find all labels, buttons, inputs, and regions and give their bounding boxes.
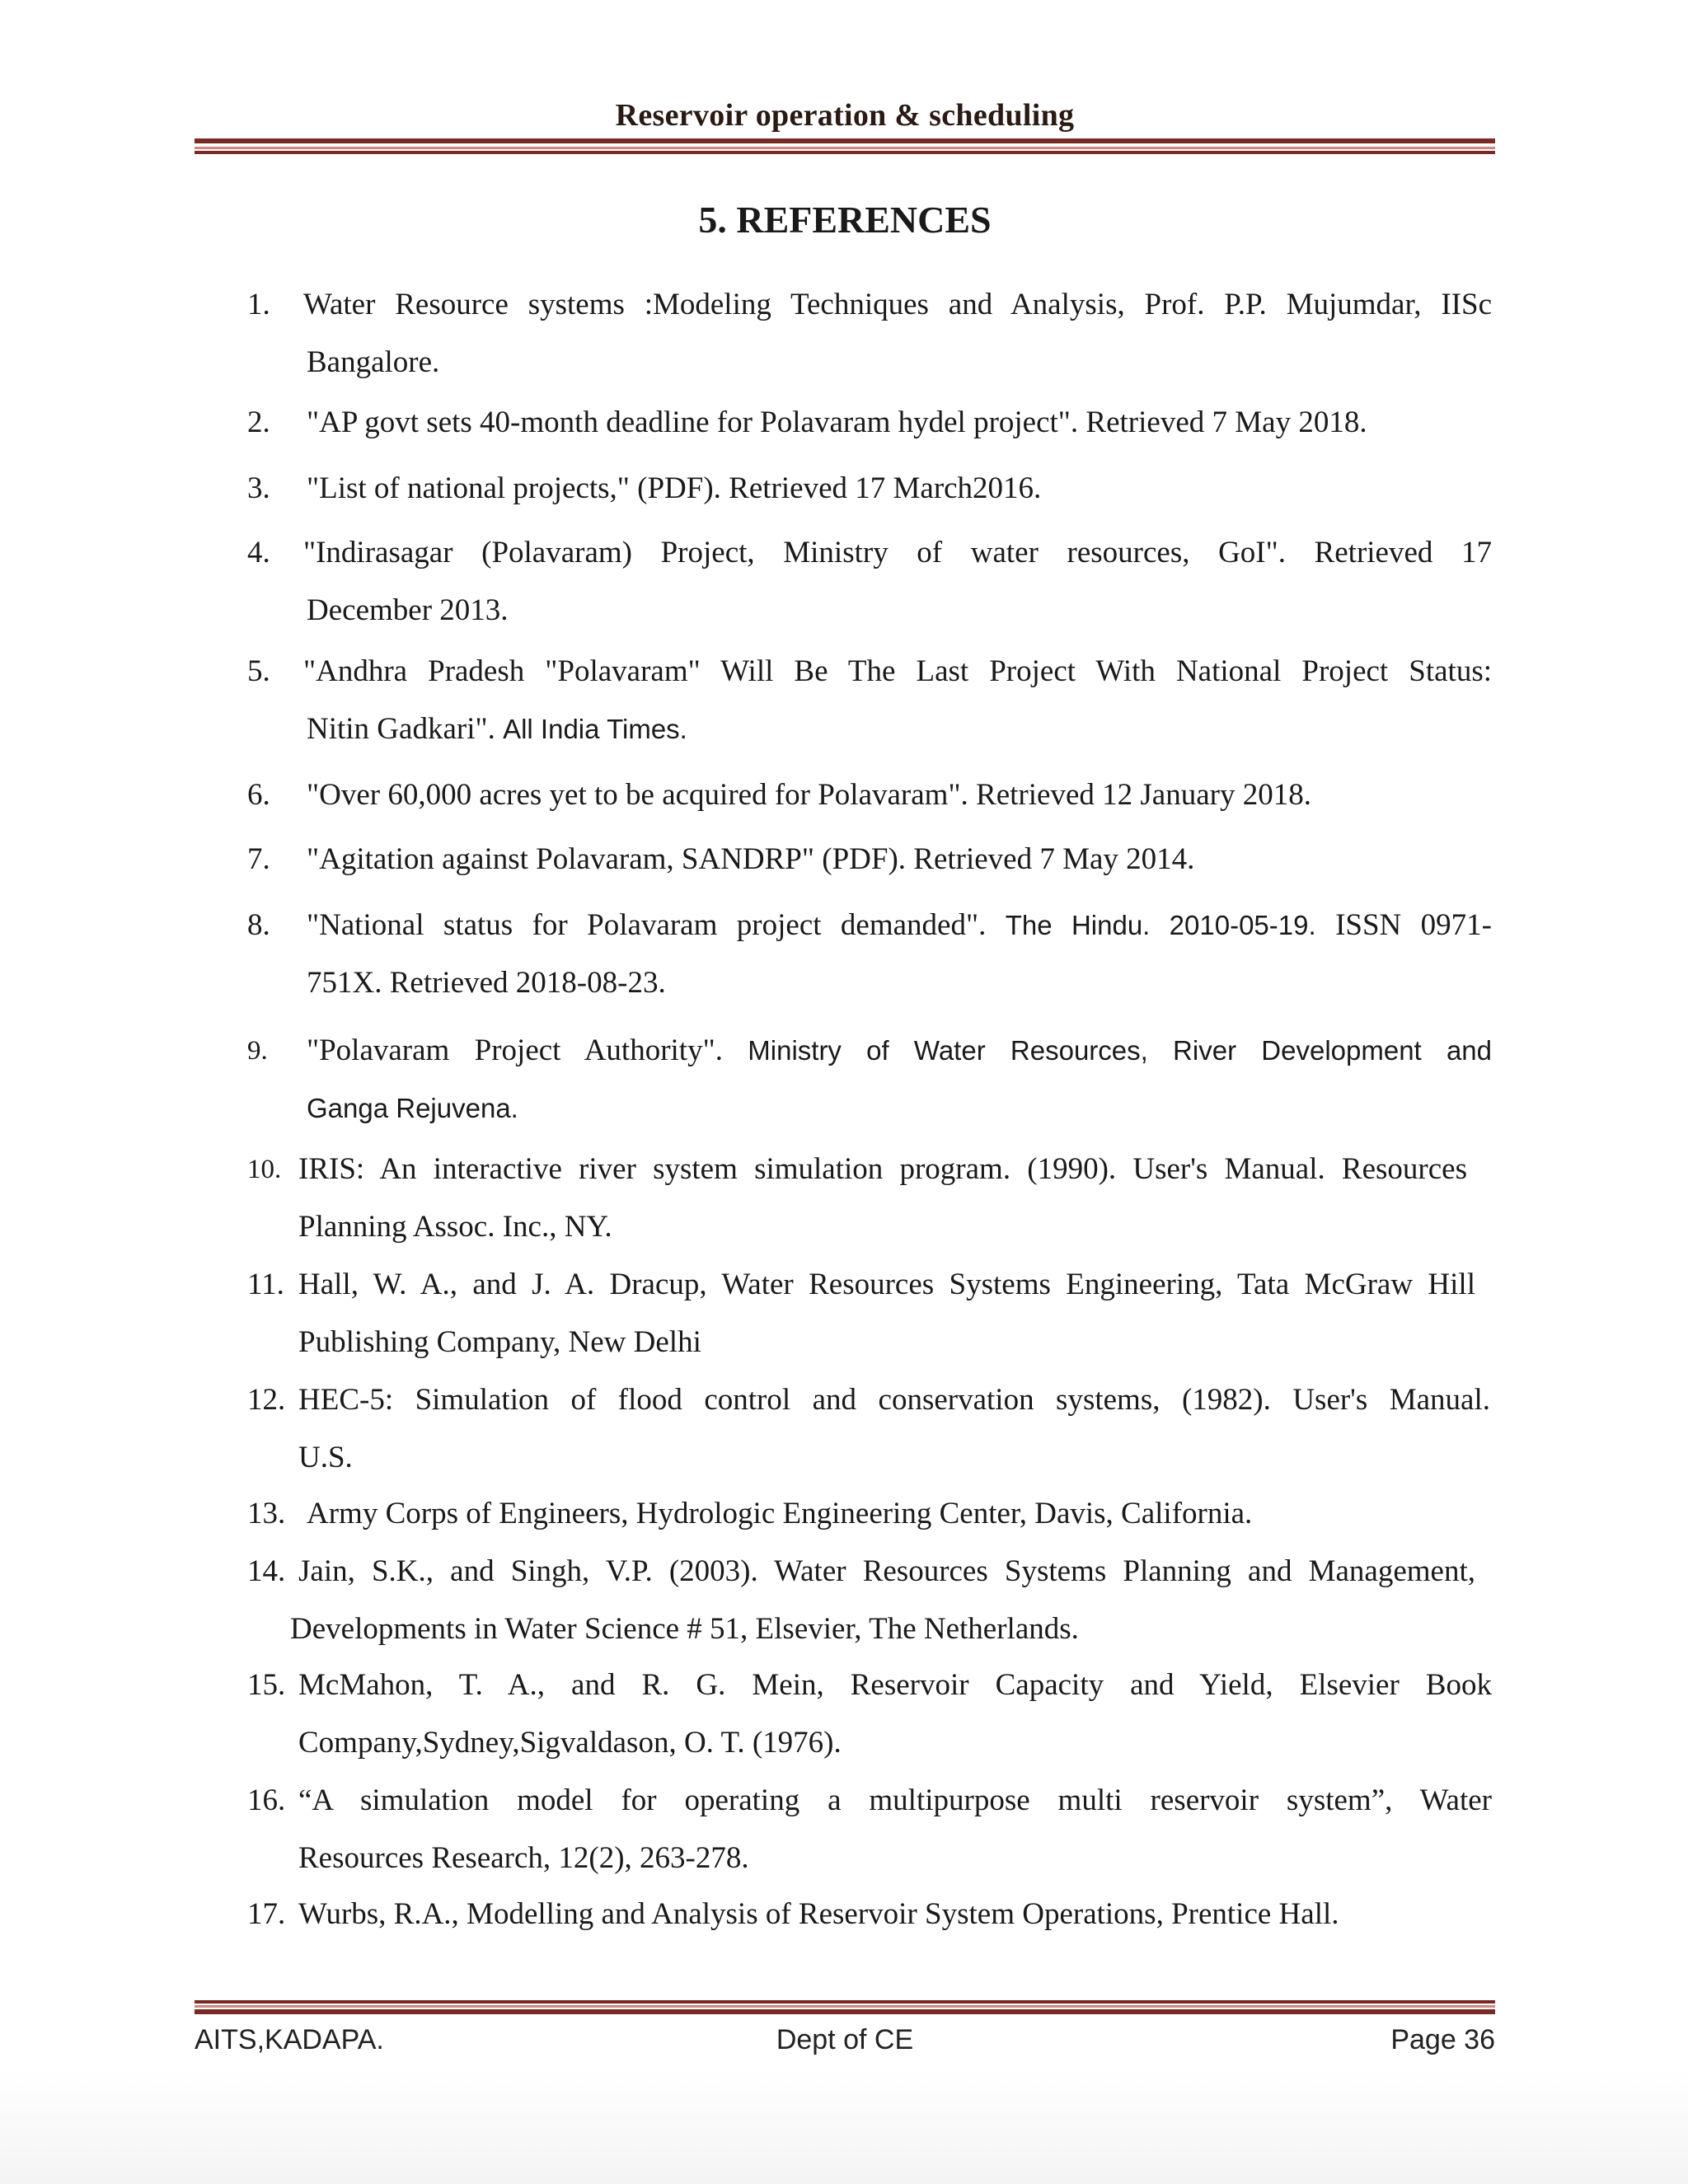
reference-text: Company,Sydney,Sigvaldason, O. T. (1976).: [298, 1726, 842, 1760]
reference-text: "List of national projects," (PDF). Retrieved 17 March2016.: [307, 471, 1042, 505]
reference-text: "Andhra Pradesh "Polavaram" Will Be The Last Project With National Project Status:: [303, 654, 1492, 688]
reference-number: 10.: [247, 1155, 282, 1184]
reference-text: "Polavaram Project Authority".: [307, 1033, 723, 1067]
reference-text: Planning Assoc. Inc., NY.: [298, 1210, 612, 1244]
reference-number: 12.: [247, 1383, 286, 1417]
reference-text: Nitin Gadkari".: [307, 712, 495, 746]
reference-number: 4.: [247, 536, 270, 569]
reference-text: McMahon, T. A., and R. G. Mein, Reservoir Capacity and Yield, Elsevier Book: [298, 1668, 1492, 1702]
reference-text: Wurbs, R.A., Modelling and Analysis of Reservoir System Operations, Prentice Hall.: [298, 1897, 1339, 1931]
reference-number: 3.: [247, 471, 270, 505]
reference-number: 11.: [247, 1268, 284, 1301]
reference-number: 13.: [247, 1497, 286, 1530]
reference-source: All India Times.: [503, 714, 687, 744]
running-header: Reservoir operation & scheduling: [615, 98, 1075, 133]
reference-text: Resources Research, 12(2), 263-278.: [298, 1841, 749, 1875]
reference-number: 17.: [247, 1897, 286, 1931]
reference-text: Army Corps of Engineers, Hydrologic Engineering Center, Davis, California.: [307, 1497, 1253, 1530]
reference-text: IRIS: An interactive river system simulation program. (1990). User's Manual. Resources: [298, 1152, 1467, 1186]
reference-number: 2.: [247, 405, 270, 439]
reference-text: “A simulation model for operating a multipurpose multi reservoir system”, Water: [298, 1783, 1492, 1817]
footer-institution: AITS,KADAPA.: [195, 2024, 384, 2055]
footer-rule: [195, 2005, 1495, 2008]
reference-text: U.S.: [298, 1441, 353, 1474]
reference-number: 1.: [247, 288, 270, 321]
reference-text: ISSN 0971-: [1335, 908, 1493, 942]
reference-number: 5.: [247, 654, 270, 688]
reference-number: 7.: [247, 842, 270, 876]
reference-number: 15.: [247, 1668, 286, 1702]
reference-text: Developments in Water Science # 51, Elsevier, The Netherlands.: [290, 1612, 1079, 1646]
reference-text: Bangalore.: [307, 345, 440, 379]
reference-source: Ministry of Water Resources, River Development and: [748, 1035, 1493, 1066]
footer-rule: [195, 2009, 1495, 2014]
reference-text: "National status for Polavaram project demanded".: [307, 908, 987, 942]
reference-source: The Hindu. 2010-05-19.: [1005, 910, 1316, 940]
reference-text: "Agitation against Polavaram, SANDRP" (PDF). Retrieved 7 May 2014.: [307, 842, 1195, 876]
reference-number: 14.: [247, 1554, 286, 1588]
section-title: 5. REFERENCES: [698, 199, 992, 241]
reference-source: Ganga Rejuvena.: [307, 1093, 518, 1123]
reference-number: 16.: [247, 1783, 286, 1817]
page-footer: [195, 2015, 1495, 2064]
reference-number: 8.: [247, 908, 270, 942]
reference-number: 6.: [247, 778, 270, 812]
reference-text: 751X. Retrieved 2018-08-23.: [307, 966, 666, 1000]
reference-number: 9.: [247, 1036, 268, 1066]
page-bottom-shade: [0, 2069, 1688, 2184]
footer-rule: [195, 2000, 1495, 2004]
reference-text: Jain, S.K., and Singh, V.P. (2003). Water Resources Systems Planning and Management,: [298, 1554, 1475, 1588]
reference-text: Hall, W. A., and J. A. Dracup, Water Resources Systems Engineering, Tata McGraw Hill: [298, 1268, 1475, 1301]
reference-text: "Over 60,000 acres yet to be acquired for Polavaram". Retrieved 12 January 2018.: [307, 778, 1311, 812]
reference-text: "Indirasagar (Polavaram) Project, Ministry of water resources, GoI". Retrieved 17: [303, 536, 1492, 569]
reference-text: HEC-5: Simulation of flood control and conservation systems, (1982). User's Manual.: [298, 1383, 1490, 1417]
page-number: Page 36: [1390, 2024, 1495, 2055]
reference-text: Water Resource systems :Modeling Techniques and Analysis, Prof. P.P. Mujumdar, IISc: [303, 288, 1492, 321]
footer-department: Dept of CE: [776, 2024, 914, 2055]
reference-text: "AP govt sets 40-month deadline for Polavaram hydel project". Retrieved 7 May 2018.: [307, 405, 1367, 439]
reference-text: December 2013.: [307, 593, 509, 627]
reference-text: Publishing Company, New Delhi: [298, 1325, 701, 1359]
